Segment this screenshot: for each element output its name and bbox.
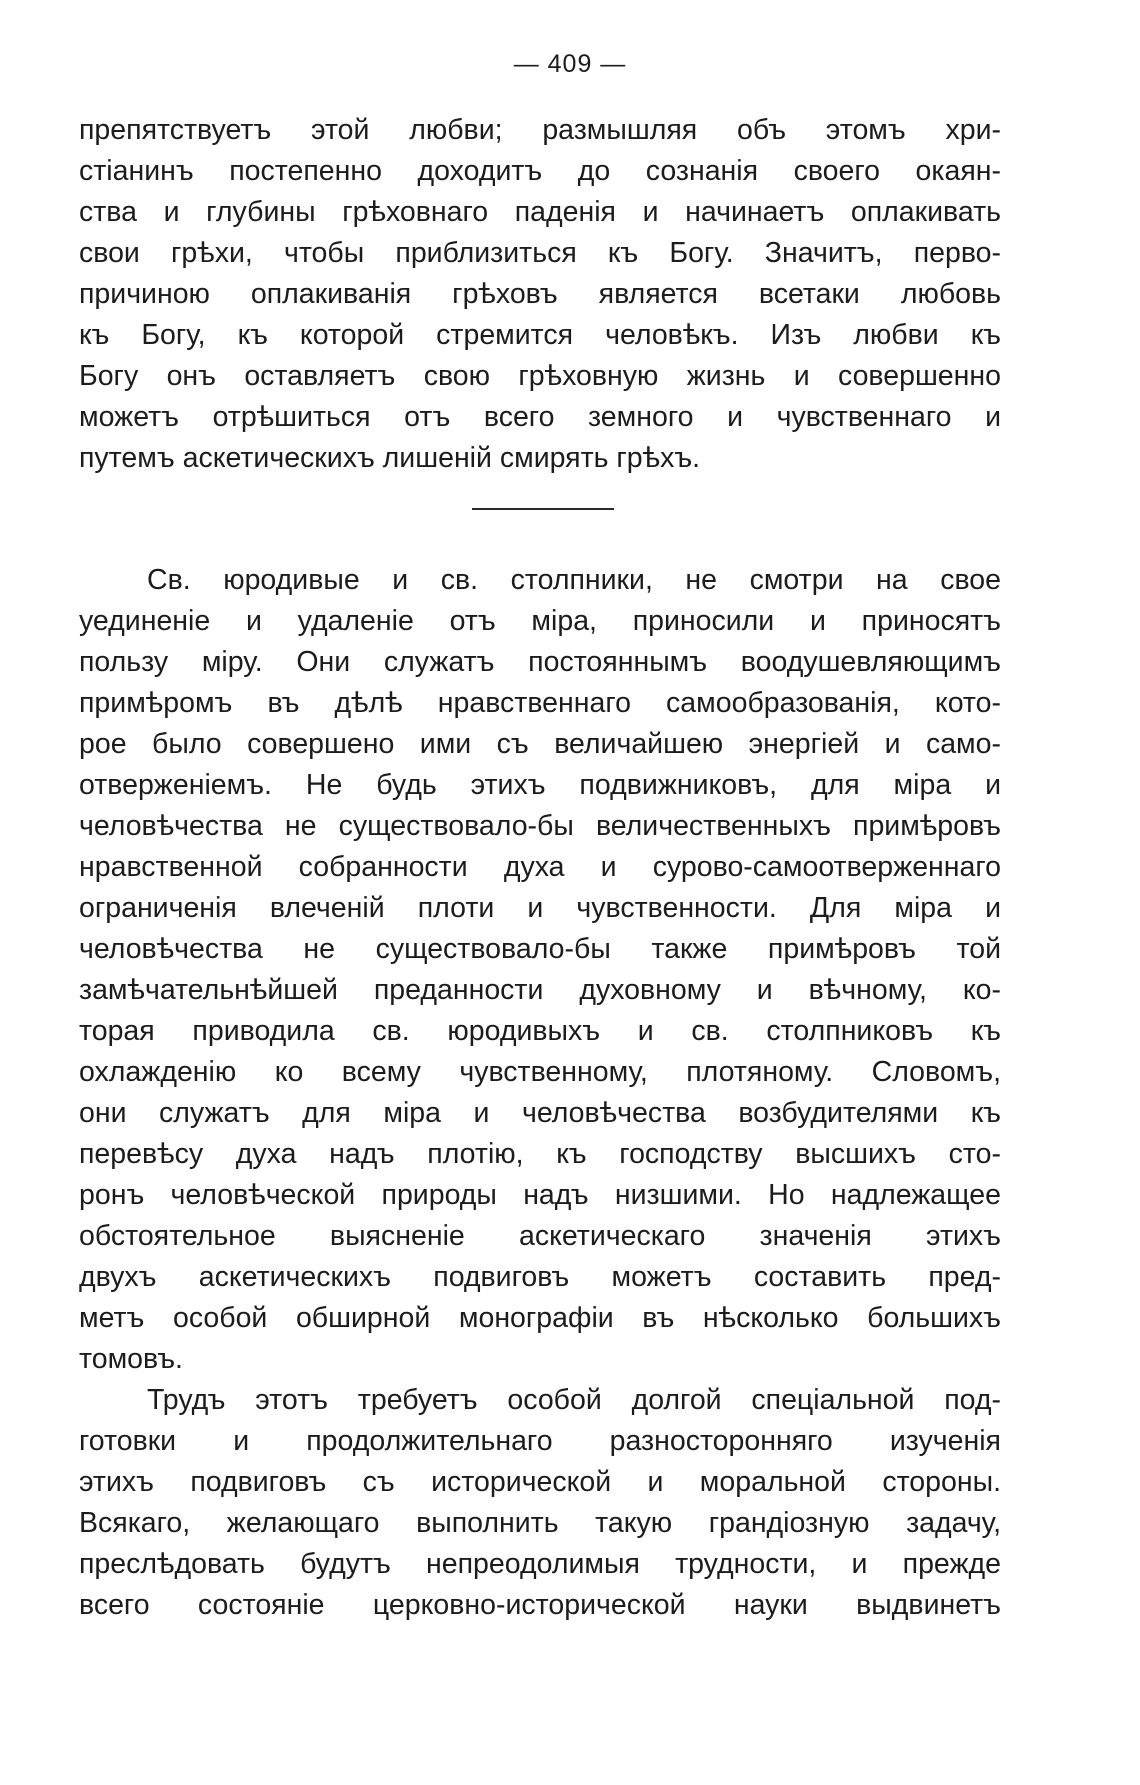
paragraph-continuation bbox=[79, 110, 1001, 479]
text-line: Св. юродивые и св. столпники, не смотри на свое bbox=[147, 564, 1001, 596]
text-line: отверженіемъ. Не будь этихъ подвижниковъ, для міра и bbox=[79, 769, 1001, 801]
text-line: двухъ аскетическихъ подвиговъ можетъ составить пред- bbox=[79, 1261, 1001, 1293]
text-line: свои грѣхи, чтобы приблизиться къ Богу. Значитъ, перво- bbox=[79, 237, 1001, 269]
text-line: примѣромъ въ дѣлѣ нравственнаго самообразованія, кото- bbox=[79, 687, 1001, 719]
page-number: — 409 — bbox=[513, 50, 627, 78]
text-line: путемъ аскетическихъ лишеній смирять грѣхъ. bbox=[79, 442, 701, 474]
text-line: Богу онъ оставляетъ свою грѣховную жизнь и совершенно bbox=[79, 360, 1001, 392]
text-line: всего состояніе церковно-исторической науки выдвинетъ bbox=[79, 1589, 1001, 1621]
text-line: рое было совершено ими съ величайшею энергіей и само- bbox=[79, 728, 1001, 760]
text-line: къ Богу, къ которой стремится человѣкъ. Изъ любви къ bbox=[79, 319, 1001, 351]
text-line: охлажденію ко всему чувственному, плотяному. Словомъ, bbox=[79, 1056, 1001, 1088]
text-line: этихъ подвиговъ съ исторической и моральной стороны. bbox=[79, 1466, 1001, 1498]
section-divider bbox=[472, 508, 614, 510]
text-line: человѣчества не существовало-бы также примѣровъ той bbox=[79, 933, 1001, 965]
text-line: метъ особой обширной монографіи въ нѣсколько большихъ bbox=[79, 1302, 1001, 1334]
text-line: Трудъ этотъ требуетъ особой долгой спеціальной под- bbox=[147, 1384, 1001, 1416]
text-line: обстоятельное выясненіе аскетическаго значенія этихъ bbox=[79, 1220, 1001, 1252]
text-line: препятствуетъ этой любви; размышляя объ этомъ хри- bbox=[79, 114, 1001, 146]
text-line: готовки и продолжительнаго разносторонняго изученія bbox=[79, 1425, 1001, 1457]
text-line: преслѣдовать будутъ непреодолимыя трудности, и прежде bbox=[79, 1548, 1001, 1580]
text-line: перевѣсу духа надъ плотію, къ господству высшихъ сто- bbox=[79, 1138, 1001, 1170]
text-line: нравственной собранности духа и сурово-самоотверженнаго bbox=[79, 851, 1001, 883]
text-line: уединеніе и удаленіе отъ міра, приносили и приносятъ bbox=[79, 605, 1001, 637]
section-text bbox=[79, 560, 1001, 1626]
text-line: человѣчества не существовало-бы величественныхъ примѣровъ bbox=[79, 810, 1001, 842]
text-line: причиною оплакиванія грѣховъ является всетаки любовь bbox=[79, 278, 1001, 310]
text-line: Всякаго, желающаго выполнить такую грандіозную задачу, bbox=[79, 1507, 1001, 1539]
text-line: они служатъ для міра и человѣчества возбудителями къ bbox=[79, 1097, 1001, 1129]
text-line: замѣчательнѣйшей преданности духовному и вѣчному, ко- bbox=[79, 974, 1001, 1006]
text-line: стіанинъ постепенно доходитъ до сознанія своего окаян- bbox=[79, 155, 1001, 187]
text-line: ства и глубины грѣховнаго паденія и начинаетъ оплакивать bbox=[79, 196, 1001, 228]
text-line: ронъ человѣческой природы надъ низшими. Но надлежащее bbox=[79, 1179, 1001, 1211]
text-line: томовъ. bbox=[79, 1343, 183, 1375]
text-line: можетъ отрѣшиться отъ всего земного и чувственнаго и bbox=[79, 401, 1001, 433]
text-line: ограниченія влеченій плоти и чувственности. Для міра и bbox=[79, 892, 1001, 924]
text-line: торая приводила св. юродивыхъ и св. столпниковъ къ bbox=[79, 1015, 1001, 1047]
text-line: пользу міру. Они служатъ постояннымъ воодушевляющимъ bbox=[79, 646, 1001, 678]
